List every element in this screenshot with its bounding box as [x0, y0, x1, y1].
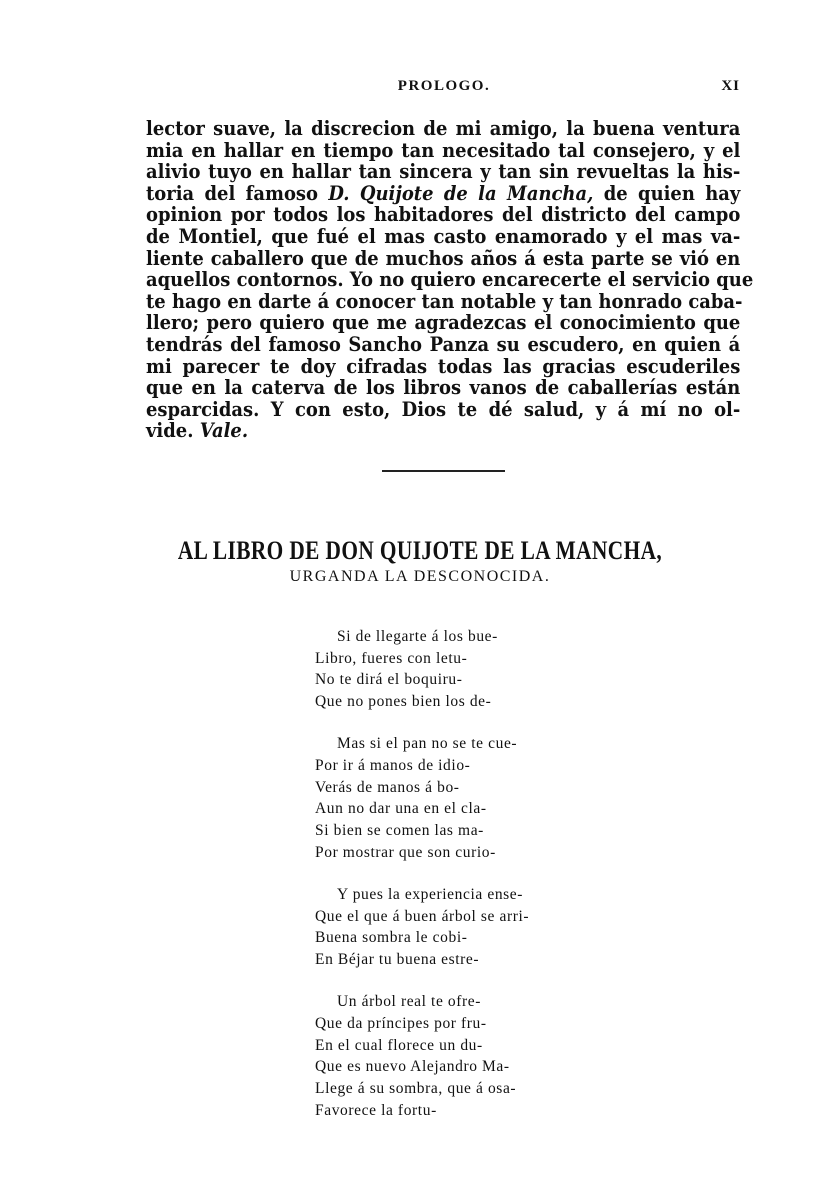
- prose-line: llero; pero quiero que me agradezcas el conocimiento que: [146, 311, 741, 335]
- prose-text: de quien hay: [593, 181, 741, 205]
- verse-line: Que no pones bien los de-: [315, 693, 492, 711]
- prose-line: mia en hallar en tiempo tan necesitado tal consejero, y el: [146, 138, 741, 162]
- verse-line: Si bien se comen las ma-: [315, 822, 484, 840]
- prose-line: te hago en darte á conocer tan notable y tan honrado caba-: [146, 289, 743, 313]
- verse-line: Y pues la experiencia ense-: [337, 886, 524, 904]
- prose-text: vide.: [146, 419, 200, 443]
- verse-line: Aun no dar una en el cla-: [315, 800, 487, 818]
- verse-line: Buena sombra le cobi-: [315, 929, 468, 947]
- stanza: [315, 733, 615, 863]
- prose-line: aquellos contornos. Yo no quiero encarecerte el servicio que: [146, 268, 754, 292]
- running-title: PROLOGO.: [397, 78, 491, 94]
- poem-body: [315, 626, 615, 1142]
- verse-line: En el cual florece un du-: [315, 1036, 483, 1054]
- page-number: XI: [721, 78, 740, 94]
- prose-line: que en la caterva de los libros vanos de caballerías están: [146, 376, 741, 400]
- prose-line: liente caballero que de muchos años á esta parte se vió en: [146, 246, 741, 270]
- verse-line: En Béjar tu buena estre-: [315, 951, 480, 969]
- verse-line: Por ir á manos de idio-: [315, 757, 471, 775]
- verse-line: Por mostrar que son curio-: [315, 843, 496, 861]
- verse-line: No te dirá el boquiru-: [315, 671, 463, 689]
- prose-italic: D. Quijote de la Mancha,: [328, 181, 594, 205]
- prose-line: mi parecer te doy cifradas todas las gracias escuderiles: [146, 354, 741, 378]
- verse-line: Mas si el pan no se te cue-: [337, 735, 518, 753]
- verse-line: Libro, fueres con letu-: [315, 649, 468, 667]
- prose-line: de Montiel, que fué el mas casto enamorado y el mas va-: [146, 224, 741, 248]
- verse-line: Que da príncipes por fru-: [315, 1015, 487, 1033]
- page-header: [148, 78, 740, 100]
- prologue-text: [146, 117, 754, 443]
- prose-line: esparcidas. Y con esto, Dios te dé salud, y á mí no ol-: [146, 397, 741, 421]
- prose-text: toria del famoso: [146, 181, 329, 205]
- stanza: [315, 991, 615, 1121]
- prose-italic: Vale.: [199, 419, 249, 443]
- stanza: [315, 884, 615, 971]
- section-divider: [382, 470, 505, 472]
- verse-line: Verás de manos á bo-: [315, 778, 460, 796]
- prose-line: [146, 420, 740, 442]
- verse-line: Un árbol real te ofre-: [337, 993, 482, 1011]
- verse-line: Que es nuevo Alejandro Ma-: [315, 1058, 510, 1076]
- prose-line: tendrás del famoso Sancho Panza su escudero, en quien á: [146, 332, 741, 356]
- prose-line: alivio tuyo en hallar tan sincera y tan sin revueltas la his-: [146, 160, 741, 184]
- stanza: [315, 626, 615, 713]
- verse-line: Si de llegarte á los bue-: [337, 628, 498, 645]
- verse-line: Llege á su sombra, que á osa-: [315, 1080, 517, 1098]
- verse-line: Favorece la fortu-: [315, 1101, 437, 1119]
- verse-line: Que el que á buen árbol se arri-: [315, 907, 530, 925]
- poem-title: AL LIBRO DE DON QUIJOTE DE LA MANCHA,: [177, 536, 663, 565]
- poem-subtitle: URGANDA LA DESCONOCIDA.: [289, 568, 551, 585]
- prose-line: opinion por todos los habitadores del districto del campo: [146, 203, 741, 227]
- prose-line: [146, 183, 740, 205]
- prose-line: lector suave, la discrecion de mi amigo, la buena ventura: [146, 117, 741, 140]
